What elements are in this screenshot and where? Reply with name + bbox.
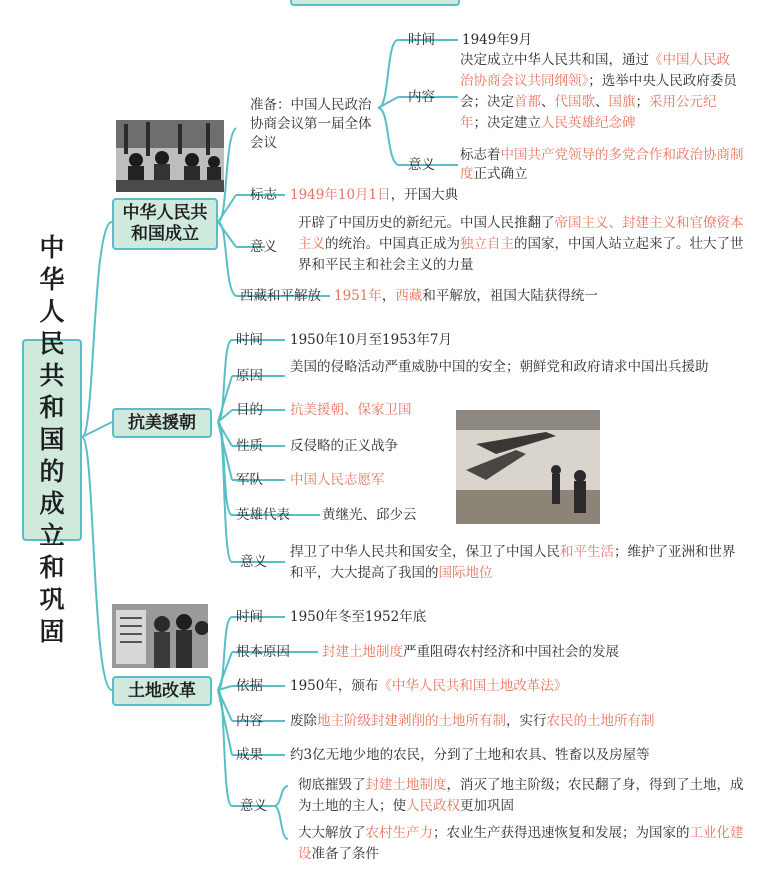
highlight-text: 农村生产力 — [365, 825, 433, 841]
body-text: 彻底摧毁了 — [298, 777, 366, 793]
body-text: 黄继光、邱少云 — [322, 507, 417, 523]
highlight-text: 独立自主 — [460, 236, 514, 252]
body-text: 开辟了中国历史的新纪元。中国人民推翻了 — [298, 215, 555, 231]
korea-item-text — [290, 542, 742, 584]
body-text: 1950年10月至1953年7月 — [290, 332, 452, 348]
land-item-text — [322, 642, 619, 662]
korea-item-text — [290, 357, 742, 377]
branch-korea-label: 抗美援朝 — [128, 412, 196, 433]
prep-content-label: 内容 — [408, 89, 435, 105]
body-text: 1950年冬至1952年底 — [290, 609, 427, 625]
body-text: 捍卫了中华人民共和国安全，保卫了中国人民 — [290, 544, 560, 560]
body-text: 约3亿无地少地的农民，分到了土地和农具、牲畜以及房屋等 — [290, 747, 650, 763]
body-text: 的统治。中国真正成为 — [325, 236, 460, 252]
highlight-text: 抗美援朝、保家卫国 — [290, 402, 412, 418]
branch-founding-label: 中华人民共和国成立 — [122, 203, 208, 244]
highlight-text: 中国共产党领导的多党合作和政治协商制度 — [460, 147, 744, 182]
korea-item-label: 意义 — [240, 554, 267, 570]
land-meaning-b — [298, 823, 748, 865]
body-text: ，消灭了地主阶级；农民翻了身，得到了土地，成为土地的主人；使 — [298, 777, 744, 814]
branch-founding — [112, 198, 218, 250]
highlight-text: 《中国人民政治协商会议共同纲领》 — [460, 52, 730, 89]
korea-item-text — [290, 330, 452, 350]
land-meaning-label: 意义 — [240, 798, 267, 814]
highlight-text: 西藏 — [395, 288, 423, 304]
body-text: ；决定建立 — [473, 115, 541, 131]
branch-land-label: 土地改革 — [128, 680, 196, 701]
korea-item-label: 军队 — [236, 472, 263, 488]
highlight-text: 1949年10月1日 — [290, 187, 391, 203]
founding-sign-text — [290, 185, 458, 205]
root-title: 中华人民共和国的成立和巩固 — [39, 233, 65, 646]
body-text: 的国家，中国人站立起来了。壮大了世界和平民主和社会主义的力量 — [298, 236, 744, 273]
body-text: ，开国大典 — [390, 187, 459, 203]
land-item-text — [290, 607, 426, 627]
korean-war-river-crossing-photo — [456, 410, 600, 524]
prep-meaning-text — [460, 146, 750, 184]
body-text: ，实行 — [506, 713, 547, 729]
land-item-text — [290, 745, 650, 765]
land-meaning-a — [298, 775, 748, 817]
highlight-text: 《中华人民共和国土地改革法》 — [378, 678, 568, 694]
land-item-label: 成果 — [236, 747, 263, 763]
highlight-text: 农民的土地所有制 — [546, 713, 655, 729]
land-item-label: 根本原因 — [236, 644, 290, 660]
highlight-text: 国旗 — [608, 94, 636, 110]
land-item-label: 内容 — [236, 713, 263, 729]
land-item-text — [290, 711, 655, 731]
korea-item-label: 性质 — [236, 438, 263, 454]
body-text: 1950年，颁布 — [290, 678, 379, 694]
founding-sign-label: 标志 — [250, 187, 277, 203]
prep-time-value: 1949年9月 — [462, 32, 532, 48]
land-item-text — [290, 676, 567, 696]
body-text: ； — [635, 94, 649, 110]
body-text: 大大解放了 — [298, 825, 366, 841]
body-text: 废除 — [290, 713, 317, 729]
highlight-text: 1951年 — [334, 288, 382, 304]
highlight-text: 和平生活 — [560, 544, 614, 560]
highlight-text: 代国歌 — [554, 94, 595, 110]
body-text: ；维护了亚洲和世界和平，大大提高了我国的 — [290, 544, 736, 581]
body-text: ；选举中央人民政府委员会；决定 — [460, 73, 737, 110]
korea-item-label: 原因 — [236, 368, 263, 384]
prep-meaning-label: 意义 — [408, 157, 435, 173]
tibet-label: 西藏和平解放 — [240, 288, 321, 304]
root-topic — [22, 233, 82, 646]
korea-item-text — [290, 400, 412, 420]
highlight-text: 帝国主义、封建主义和官僚资本主义 — [298, 215, 744, 252]
prep-time-label: 时间 — [408, 32, 435, 48]
highlight-text: 封建土地制度 — [322, 644, 403, 660]
body-text: 美国的侵略活动严重威胁中国的安全；朝鲜党和政府请求中国出兵援助 — [290, 359, 709, 375]
body-text: 严重阻碍农村经济和中国社会的发展 — [403, 644, 619, 660]
highlight-text: 人民政权 — [406, 798, 460, 814]
korea-item-label: 英雄代表 — [236, 507, 290, 523]
founding-ceremony-photo — [116, 120, 224, 192]
body-text: 标志着 — [460, 147, 501, 163]
body-text: 准备了条件 — [311, 846, 379, 862]
founding-meaning-text — [298, 213, 752, 276]
founding-meaning-label: 意义 — [250, 239, 277, 255]
highlight-text: 人民英雄纪念碑 — [541, 115, 636, 131]
land-item-label: 时间 — [236, 609, 263, 625]
highlight-text: 中国人民志愿军 — [290, 472, 385, 488]
korea-item-text — [322, 505, 417, 525]
body-text: 反侵略的正义战争 — [290, 438, 398, 454]
tibet-text — [334, 286, 598, 306]
korea-item-label: 目的 — [236, 402, 263, 418]
korea-item-label: 时间 — [236, 332, 263, 348]
branch-land — [112, 676, 212, 706]
body-text: ， — [381, 288, 396, 304]
highlight-text: 国际地位 — [438, 565, 493, 581]
body-text: 决定成立中华人民共和国，通过 — [460, 52, 649, 68]
body-text: 更加巩固 — [460, 798, 514, 814]
land-reform-crowd-photo — [112, 604, 208, 668]
korea-item-text — [290, 470, 385, 490]
prep-label: 准备：中国人民政治协商会议第一届全体会议 — [250, 97, 372, 151]
highlight-text: 地主阶级封建剥削的土地所有制 — [317, 713, 506, 729]
land-item-label: 依据 — [236, 678, 263, 694]
highlight-text: 首都 — [514, 94, 541, 110]
highlight-text: 工业化建设 — [298, 825, 744, 862]
body-text: 、 — [541, 94, 555, 110]
body-text: 、 — [595, 94, 609, 110]
korea-item-text — [290, 436, 398, 456]
body-text: 正式确立 — [473, 166, 528, 182]
prep-content-text — [460, 50, 742, 134]
body-text: 和平解放，祖国大陆获得统一 — [422, 288, 598, 304]
body-text: ；农业生产获得迅速恢复和发展；为国家的 — [433, 825, 690, 841]
highlight-text: 封建土地制度 — [365, 777, 447, 793]
branch-korea — [112, 408, 212, 438]
highlight-text: 采用公元纪年 — [460, 94, 717, 131]
